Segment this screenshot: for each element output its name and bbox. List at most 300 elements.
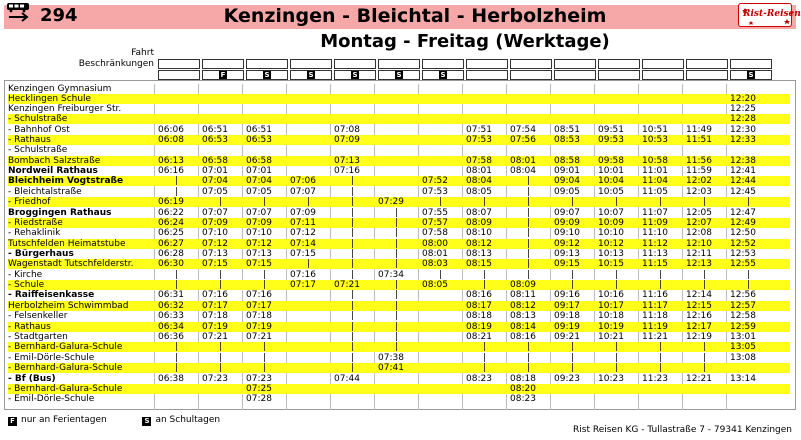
- timetable-row: [8, 228, 790, 238]
- pass-through-marker: |: [703, 353, 707, 363]
- trip-number-cell: [598, 59, 640, 69]
- departure-time: 10:15: [598, 259, 624, 269]
- schul-symbol-icon: S: [264, 71, 270, 79]
- departure-time: 08:04: [466, 176, 492, 186]
- pass-through-marker: |: [527, 353, 531, 363]
- departure-time: 06:13: [158, 156, 184, 166]
- pass-through-marker: |: [483, 197, 487, 207]
- departure-time: 07:58: [422, 228, 448, 238]
- departure-time: 12:15: [686, 301, 712, 311]
- trip-number-cell: [290, 59, 332, 69]
- departure-time: 12:57: [730, 301, 756, 311]
- departure-time: 10:17: [598, 301, 624, 311]
- pass-through-marker: |: [263, 270, 267, 280]
- restriction-cell: [290, 70, 332, 80]
- pass-through-marker: |: [747, 197, 751, 207]
- departure-time: 12:25: [730, 104, 756, 114]
- departure-time: 11:01: [642, 166, 668, 176]
- pass-through-marker: |: [703, 363, 707, 373]
- departure-time: 06:32: [158, 301, 184, 311]
- departure-time: 12:10: [686, 239, 712, 249]
- departure-time: 09:04: [554, 176, 580, 186]
- departure-time: 07:38: [378, 353, 404, 363]
- pass-through-marker: |: [307, 197, 311, 207]
- departure-time: 11:17: [642, 301, 668, 311]
- departure-time: 08:13: [510, 311, 536, 321]
- departure-time: 12:13: [686, 259, 712, 269]
- stop-name: Bombach Salzstraße: [8, 156, 101, 166]
- pass-through-marker: |: [395, 280, 399, 290]
- departure-time: 11:56: [686, 156, 712, 166]
- departure-time: 12:55: [730, 259, 756, 269]
- departure-time: 06:22: [158, 208, 184, 218]
- restriction-cell: [730, 70, 772, 80]
- timetable-row: [8, 374, 790, 384]
- departure-time: 12:02: [686, 176, 712, 186]
- departure-time: 10:23: [598, 374, 624, 384]
- restriction-cell: [202, 70, 244, 80]
- departure-time: 09:17: [554, 301, 580, 311]
- departure-time: 12:44: [730, 176, 756, 186]
- departure-time: 08:01: [466, 166, 492, 176]
- departure-time: 06:16: [158, 166, 184, 176]
- departure-time: 12:56: [730, 290, 756, 300]
- departure-time: 11:16: [642, 290, 668, 300]
- timetable-row: [8, 125, 790, 135]
- pass-through-marker: |: [703, 197, 707, 207]
- pass-through-marker: |: [527, 208, 531, 218]
- schul-symbol-icon: S: [144, 417, 150, 425]
- trip-number-cell: [158, 59, 200, 69]
- pass-through-marker: |: [351, 218, 355, 228]
- timetable-row: [8, 270, 790, 280]
- departure-time: 09:23: [554, 374, 580, 384]
- stop-name: - Riedstraße: [8, 218, 63, 228]
- departure-time: 07:23: [202, 374, 228, 384]
- timetable-row: [8, 187, 790, 197]
- stop-name: - Bürgerhaus: [8, 249, 74, 259]
- departure-time: 07:13: [246, 249, 272, 259]
- route-title: Kenzingen - Bleichtal - Herbolzheim: [223, 5, 607, 27]
- stop-name: - Bernhard-Galura-Schule: [8, 342, 123, 352]
- departure-time: 07:34: [378, 270, 404, 280]
- departure-time: 08:14: [510, 322, 536, 332]
- departure-time: 09:15: [554, 259, 580, 269]
- pass-through-marker: |: [571, 342, 575, 352]
- stop-name: - Schulstraße: [8, 114, 68, 124]
- pass-through-marker: |: [527, 259, 531, 269]
- departure-time: 06:53: [246, 135, 272, 145]
- departure-time: 07:25: [246, 384, 272, 394]
- departure-time: 07:18: [246, 311, 272, 321]
- schul-symbol-icon: S: [352, 71, 358, 79]
- departure-time: 06:27: [158, 239, 184, 249]
- departure-time: 11:10: [642, 228, 668, 238]
- departure-time: 10:01: [598, 166, 624, 176]
- departure-time: 07:06: [290, 176, 316, 186]
- departure-time: 08:23: [510, 394, 536, 404]
- departure-time: 06:31: [158, 290, 184, 300]
- departure-time: 11:59: [686, 166, 712, 176]
- departure-time: 12:30: [730, 125, 756, 135]
- departure-time: 07:17: [290, 280, 316, 290]
- departure-time: 07:08: [334, 125, 360, 135]
- pass-through-marker: |: [527, 342, 531, 352]
- pass-through-marker: |: [747, 270, 751, 280]
- departure-time: 07:05: [246, 187, 272, 197]
- departure-time: 12:41: [730, 166, 756, 176]
- timetable-row: [8, 145, 790, 155]
- stop-name: - Emil-Dörle-Schule: [8, 353, 95, 363]
- departure-time: 07:21: [202, 332, 228, 342]
- departure-time: 07:53: [422, 187, 448, 197]
- departure-time: 12:16: [686, 311, 712, 321]
- timetable-row: [8, 197, 790, 207]
- departure-time: 09:01: [554, 166, 580, 176]
- departure-time: 12:08: [686, 228, 712, 238]
- departure-time: 06:28: [158, 249, 184, 259]
- departure-time: 08:53: [554, 135, 580, 145]
- departure-time: 12:17: [686, 322, 712, 332]
- departure-time: 12:49: [730, 218, 756, 228]
- stop-name: - Rathaus: [8, 135, 51, 145]
- departure-time: 06:33: [158, 311, 184, 321]
- ferien-symbol-icon: F: [220, 71, 226, 79]
- stop-name: - Rathaus: [8, 322, 51, 332]
- departure-time: 07:10: [202, 228, 228, 238]
- stop-name: Herbolzheim Schwimmbad: [8, 301, 129, 311]
- pass-through-marker: |: [351, 176, 355, 186]
- departure-time: 06:36: [158, 332, 184, 342]
- legend-schul-text: an Schultagen: [155, 415, 221, 425]
- departure-time: 12:28: [730, 114, 756, 124]
- restriction-cell: [378, 70, 420, 80]
- stop-name: - Raiffeisenkasse: [8, 290, 95, 300]
- departure-time: 12:11: [686, 249, 712, 259]
- pass-through-marker: |: [659, 197, 663, 207]
- stop-name: Kenzingen Freiburger Str.: [8, 104, 122, 114]
- pass-through-marker: |: [395, 332, 399, 342]
- pass-through-marker: |: [747, 280, 751, 290]
- pass-through-marker: |: [263, 197, 267, 207]
- stop-name: - Bf (Bus): [8, 374, 56, 384]
- pass-through-marker: |: [263, 342, 267, 352]
- departure-time: 10:53: [642, 135, 668, 145]
- departure-time: 06:08: [158, 135, 184, 145]
- departure-time: 11:23: [642, 374, 668, 384]
- pass-through-marker: |: [263, 353, 267, 363]
- departure-time: 08:18: [466, 311, 492, 321]
- trip-number-cell: [422, 59, 464, 69]
- pass-through-marker: |: [571, 280, 575, 290]
- departure-time: 08:09: [466, 218, 492, 228]
- pass-through-marker: |: [659, 270, 663, 280]
- bus-icon: [6, 2, 34, 24]
- departure-time: 07:21: [334, 280, 360, 290]
- pass-through-marker: |: [703, 270, 707, 280]
- pass-through-marker: |: [615, 342, 619, 352]
- departure-time: 06:51: [202, 125, 228, 135]
- pass-through-marker: |: [527, 218, 531, 228]
- departure-time: 08:18: [510, 374, 536, 384]
- pass-through-marker: |: [307, 259, 311, 269]
- pass-through-marker: |: [219, 353, 223, 363]
- departure-time: 09:09: [554, 218, 580, 228]
- departure-time: 07:16: [334, 166, 360, 176]
- pass-through-marker: |: [571, 363, 575, 373]
- timetable-row: [8, 166, 790, 176]
- restriction-cell: [686, 70, 728, 80]
- trip-number-cell: [466, 59, 508, 69]
- departure-time: 11:51: [686, 135, 712, 145]
- departure-time: 13:08: [730, 353, 756, 363]
- departure-time: 12:07: [686, 218, 712, 228]
- stop-name: Tutschfelden Heimatstube: [8, 239, 126, 249]
- departure-time: 08:05: [466, 187, 492, 197]
- departure-time: 10:58: [642, 156, 668, 166]
- restriction-cell: [598, 70, 640, 80]
- restriction-cell: [554, 70, 596, 80]
- pass-through-marker: |: [527, 239, 531, 249]
- restriction-cell: [510, 70, 552, 80]
- departure-time: 06:25: [158, 228, 184, 238]
- departure-time: 07:19: [202, 322, 228, 332]
- departure-time: 12:03: [686, 187, 712, 197]
- pass-through-marker: |: [175, 353, 179, 363]
- departure-time: 09:18: [554, 311, 580, 321]
- departure-time: 07:15: [290, 249, 316, 259]
- departure-time: 07:16: [202, 290, 228, 300]
- timetable-row: [8, 280, 790, 290]
- departure-time: 12:38: [730, 156, 756, 166]
- pass-through-marker: |: [219, 280, 223, 290]
- departure-time: 11:49: [686, 125, 712, 135]
- departure-time: 12:14: [686, 290, 712, 300]
- stop-name: Broggingen Rathaus: [8, 208, 112, 218]
- pass-through-marker: |: [659, 342, 663, 352]
- pass-through-marker: |: [527, 187, 531, 197]
- stop-name: Hecklingen Schule: [8, 94, 92, 104]
- pass-through-marker: |: [571, 270, 575, 280]
- departure-time: 08:16: [466, 290, 492, 300]
- pass-through-marker: |: [175, 342, 179, 352]
- departure-time: 09:19: [554, 322, 580, 332]
- departure-time: 07:01: [246, 166, 272, 176]
- pass-through-marker: |: [351, 322, 355, 332]
- stop-name: Bleichheim Vogtstraße: [8, 176, 124, 186]
- pass-through-marker: |: [483, 353, 487, 363]
- stop-name: - Felsenkeller: [8, 311, 68, 321]
- departure-time: 08:09: [510, 280, 536, 290]
- departure-time: 07:16: [290, 270, 316, 280]
- departure-time: 09:16: [554, 290, 580, 300]
- timetable-row: [8, 208, 790, 218]
- schul-symbol-icon: S: [308, 71, 314, 79]
- departure-time: 08:04: [510, 166, 536, 176]
- pass-through-marker: |: [351, 311, 355, 321]
- timetable-row: [8, 353, 790, 363]
- pass-through-marker: |: [351, 332, 355, 342]
- pass-through-marker: |: [659, 363, 663, 373]
- timetable-row: [8, 135, 790, 145]
- departure-time: 07:05: [202, 187, 228, 197]
- pass-through-marker: |: [527, 197, 531, 207]
- pass-through-marker: |: [527, 363, 531, 373]
- departure-time: 07:13: [334, 156, 360, 166]
- departure-time: 12:33: [730, 135, 756, 145]
- departure-time: 07:56: [510, 135, 536, 145]
- pass-through-marker: |: [483, 342, 487, 352]
- legend-ferien-text: nur an Ferientagen: [21, 415, 107, 425]
- trip-row-label: Fahrt: [131, 48, 154, 58]
- departure-time: 07:58: [466, 156, 492, 166]
- departure-time: 13:14: [730, 374, 756, 384]
- departure-time: 07:44: [334, 374, 360, 384]
- stop-name: - Schule: [8, 280, 45, 290]
- departure-time: 12:58: [730, 311, 756, 321]
- pass-through-marker: |: [439, 270, 443, 280]
- departure-time: 12:59: [730, 322, 756, 332]
- stop-name: - Bahnhof Ost: [8, 125, 70, 135]
- departure-time: 07:18: [202, 311, 228, 321]
- departure-time: 07:12: [290, 228, 316, 238]
- departure-time: 07:13: [202, 249, 228, 259]
- departure-time: 08:15: [466, 259, 492, 269]
- timetable-row: [8, 104, 790, 114]
- pass-through-marker: |: [571, 353, 575, 363]
- departure-time: 08:05: [422, 280, 448, 290]
- pass-through-marker: |: [483, 270, 487, 280]
- timetable-row: [8, 342, 790, 352]
- departure-time: 09:21: [554, 332, 580, 342]
- departure-time: 07:12: [202, 239, 228, 249]
- departure-time: 06:34: [158, 322, 184, 332]
- pass-through-marker: |: [527, 270, 531, 280]
- departure-time: 07:16: [246, 290, 272, 300]
- departure-time: 06:24: [158, 218, 184, 228]
- pass-through-marker: |: [615, 353, 619, 363]
- pass-through-marker: |: [351, 249, 355, 259]
- ferien-symbol-icon: F: [8, 417, 17, 426]
- timetable-row: [8, 363, 790, 373]
- pass-through-marker: |: [351, 270, 355, 280]
- pass-through-marker: |: [395, 208, 399, 218]
- pass-through-marker: |: [483, 363, 487, 373]
- pass-through-marker: |: [351, 208, 355, 218]
- pass-through-marker: |: [219, 270, 223, 280]
- departure-time: 09:10: [554, 228, 580, 238]
- departure-time: 08:16: [510, 332, 536, 342]
- departure-time: 11:13: [642, 249, 668, 259]
- departure-time: 08:12: [510, 301, 536, 311]
- departure-time: 10:12: [598, 239, 624, 249]
- stop-name: Wagenstadt Tutschfelderstr.: [8, 259, 134, 269]
- timetable-row: [8, 84, 790, 94]
- pass-through-marker: |: [175, 270, 179, 280]
- departure-time: 08:01: [422, 249, 448, 259]
- trip-number-cell: [378, 59, 420, 69]
- departure-time: 08:00: [422, 239, 448, 249]
- pass-through-marker: |: [395, 249, 399, 259]
- pass-through-marker: |: [351, 353, 355, 363]
- schul-symbol-icon: S: [396, 71, 402, 79]
- company-logo-text: Rist-Reisen: [743, 9, 801, 19]
- departure-time: 09:12: [554, 239, 580, 249]
- timetable-row: [8, 332, 790, 342]
- departure-time: 07:11: [290, 218, 316, 228]
- pass-through-marker: |: [351, 301, 355, 311]
- departure-time: 12:21: [686, 374, 712, 384]
- pass-through-marker: |: [395, 290, 399, 300]
- departure-time: 07:01: [202, 166, 228, 176]
- departure-time: 08:12: [466, 239, 492, 249]
- stop-name: - Bernhard-Galura-Schule: [8, 363, 123, 373]
- departure-time: 11:05: [642, 187, 668, 197]
- pass-through-marker: |: [263, 280, 267, 290]
- departure-time: 07:57: [422, 218, 448, 228]
- departure-time: 08:51: [554, 125, 580, 135]
- pass-through-marker: |: [351, 342, 355, 352]
- trip-number-cell: [334, 59, 376, 69]
- stop-name: - Schulstraße: [8, 145, 68, 155]
- restrictions-row-label: Beschränkungen: [78, 59, 154, 69]
- departure-time: 07:09: [290, 208, 316, 218]
- pass-through-marker: |: [351, 187, 355, 197]
- pass-through-marker: |: [395, 311, 399, 321]
- departure-time: 10:18: [598, 311, 624, 321]
- departure-time: 07:21: [246, 332, 272, 342]
- departure-time: 07:17: [202, 301, 228, 311]
- pass-through-marker: |: [571, 197, 575, 207]
- departure-time: 13:05: [730, 342, 756, 352]
- departure-time: 10:16: [598, 290, 624, 300]
- timetable-row: [8, 239, 790, 249]
- timetable-row: [8, 249, 790, 259]
- departure-time: 06:19: [158, 197, 184, 207]
- departure-time: 08:19: [466, 322, 492, 332]
- departure-time: 08:21: [466, 332, 492, 342]
- timetable-row: [8, 394, 790, 404]
- departure-time: 12:05: [686, 208, 712, 218]
- timetable-row: [8, 301, 790, 311]
- departure-time: 12:53: [730, 249, 756, 259]
- departure-time: 07:12: [246, 239, 272, 249]
- departure-time: 07:04: [202, 176, 228, 186]
- departure-time: 06:58: [202, 156, 228, 166]
- pass-through-marker: |: [395, 342, 399, 352]
- departure-time: 10:19: [598, 322, 624, 332]
- departure-time: 11:19: [642, 322, 668, 332]
- departure-time: 10:10: [598, 228, 624, 238]
- departure-time: 09:58: [598, 156, 624, 166]
- departure-time: 10:21: [598, 332, 624, 342]
- pass-through-marker: |: [395, 218, 399, 228]
- departure-time: 07:14: [290, 239, 316, 249]
- departure-time: 07:07: [202, 208, 228, 218]
- pass-through-marker: |: [175, 363, 179, 373]
- pass-through-marker: |: [351, 363, 355, 373]
- route-number: 294: [40, 5, 78, 26]
- departure-time: 12:50: [730, 228, 756, 238]
- pass-through-marker: |: [703, 342, 707, 352]
- timetable-row: [8, 322, 790, 332]
- departure-time: 07:09: [246, 218, 272, 228]
- trip-number-cell: [730, 59, 772, 69]
- departure-time: 09:07: [554, 208, 580, 218]
- restriction-cell: [422, 70, 464, 80]
- departure-time: 07:17: [246, 301, 272, 311]
- timetable-row: [8, 290, 790, 300]
